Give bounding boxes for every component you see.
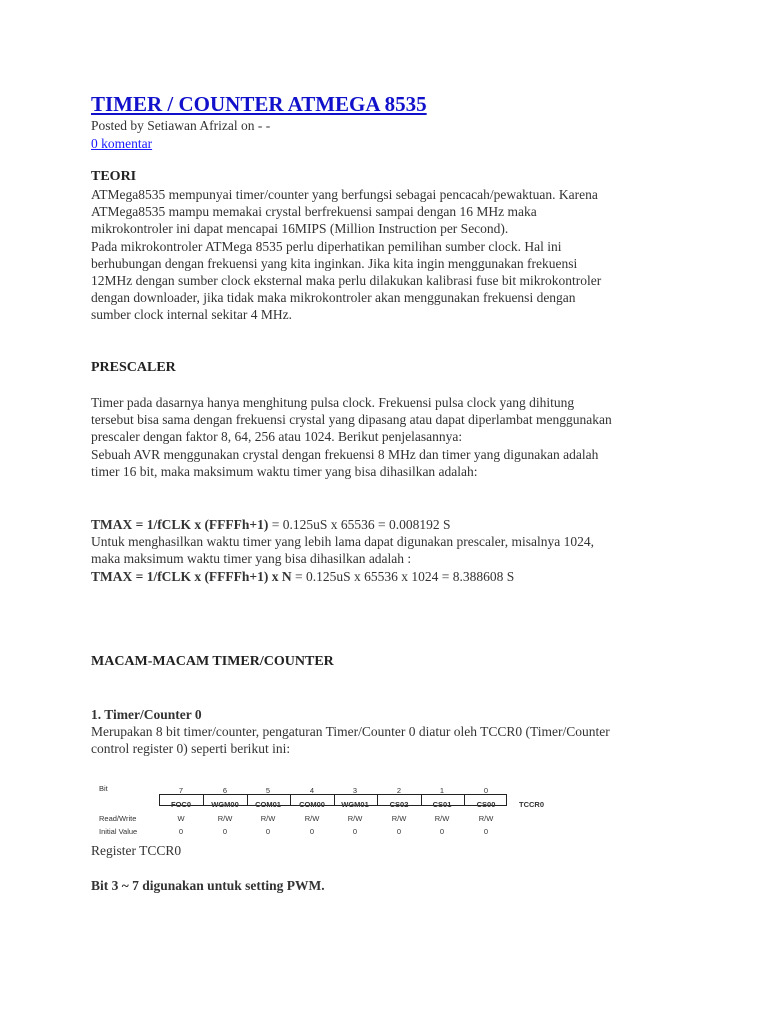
teori-line: sumber clock internal sekitar 4 MHz. <box>91 307 292 323</box>
rw-value: R/W <box>260 814 276 823</box>
bit-name: CS02 <box>389 800 409 809</box>
macam-section <box>91 653 691 671</box>
rw-value: R/W <box>391 814 407 823</box>
rw-value: R/W <box>347 814 363 823</box>
blog-post <box>91 91 691 893</box>
bit-number: 4 <box>309 786 315 795</box>
bit-number: 0 <box>483 786 489 795</box>
timer0-section <box>91 706 691 758</box>
teori-heading: TEORI <box>91 169 137 184</box>
teori-line: ATMega8535 mempunyai timer/counter yang berfungsi sebagai pencacah/pewaktuan. Karena <box>91 187 598 202</box>
post-byline: Posted by Setiawan Afrizal on - - <box>91 118 271 133</box>
prescaler-mid-line: maka maksimum waktu timer yang bisa dihasilkan adalah : <box>91 551 412 567</box>
formula-1-rest: = 0.125uS x 65536 = 0.008192 S <box>268 517 451 532</box>
init-value: 0 <box>439 827 445 836</box>
prescaler-line: prescaler dengan faktor 8, 64, 256 atau 1024. Berikut penjelasannya: <box>91 429 463 445</box>
bit-number: 3 <box>352 786 358 795</box>
bit-name: WGM01 <box>341 800 369 809</box>
macam-heading: MACAM-MACAM TIMER/COUNTER <box>91 654 334 669</box>
bit-name: COM00 <box>299 800 325 809</box>
bit-name: COM01 <box>255 800 281 809</box>
comments-link[interactable]: 0 komentar <box>91 136 153 151</box>
rw-value: W <box>177 814 185 823</box>
prescaler-body <box>91 394 691 480</box>
prescaler-mid-line: Untuk menghasilkan waktu timer yang lebih lama dapat digunakan prescaler, misalnya 1024, <box>91 534 594 550</box>
pwm-note-block <box>91 877 691 894</box>
bit-name: CS01 <box>432 800 452 809</box>
init-value: 0 <box>178 827 184 836</box>
register-caption-block <box>91 842 691 859</box>
teori-line: mikrokontroler ini dapat mencapai 16MIPS (Million Instruction per Second). <box>91 221 509 237</box>
timer0-line: control register 0) seperti berikut ini: <box>91 741 291 757</box>
rw-value: R/W <box>304 814 320 823</box>
prescaler-line: Sebuah AVR menggunakan crystal dengan frekuensi 8 MHz dan timer yang digunakan adalah <box>91 446 599 462</box>
formula-2-bold: TMAX = 1/fCLK x (FFFFh+1) x N <box>91 568 292 584</box>
formula-1 <box>91 516 691 533</box>
prescaler-line: Timer pada dasarnya hanya menghitung pulsa clock. Frekuensi pulsa clock yang dihitung <box>91 395 575 410</box>
bit-number: 1 <box>439 786 445 795</box>
register-caption: Register TCCR0 <box>91 843 182 858</box>
formula-block <box>91 516 691 585</box>
formula-1-bold: TMAX = 1/fCLK x (FFFFh+1) <box>91 517 269 532</box>
formula-2 <box>91 568 691 585</box>
teori-section <box>91 168 691 324</box>
timer0-line: Merupakan 8 bit timer/counter, pengaturan Timer/Counter 0 diatur oleh TCCR0 (Timer/Counter <box>91 724 610 740</box>
teori-line: berhubungan dengan frekuensi yang kita inginkan. Jika kita ingin menggunakan frekuensi <box>91 255 578 271</box>
formula-2-rest: = 0.125uS x 65536 x 1024 = 8.388608 S <box>291 568 515 584</box>
teori-line: 12MHz dengan sumber clock eksternal maka perlu dilakukan kalibrasi fuse bit mikrokontroler <box>91 273 602 289</box>
teori-line: Pada mikrokontroler ATMega 8535 perlu diperhatikan pemilihan sumber clock. Hal ini <box>91 238 562 254</box>
bit-number: 7 <box>178 786 184 795</box>
prescaler-line: tersebut bisa sama dengan frekuensi crystal yang dipasang atau dapat diperlambat menggunakan <box>91 412 612 428</box>
init-value: 0 <box>396 827 402 836</box>
rw-value: R/W <box>217 814 233 823</box>
bit-number: 6 <box>222 786 228 795</box>
bit-name: CS00 <box>476 800 496 809</box>
init-value: 0 <box>309 827 315 836</box>
register-name: TCCR0 <box>519 800 545 809</box>
teori-line: dengan downloader, jika tidak maka mikrokontroler akan menggunakan frekuensi dengan <box>91 290 576 306</box>
timer0-heading: 1. Timer/Counter 0 <box>91 707 202 722</box>
prescaler-heading: PRESCALER <box>91 360 176 375</box>
pwm-note: Bit 3 ~ 7 digunakan untuk setting PWM. <box>91 878 325 893</box>
init-value: 0 <box>352 827 358 836</box>
init-value: 0 <box>265 827 271 836</box>
init-value: 0 <box>483 827 489 836</box>
bit-name: FOC0 <box>170 800 191 809</box>
prescaler-section <box>91 359 691 377</box>
bit-name: WGM00 <box>211 800 239 809</box>
rw-value: R/W <box>434 814 450 823</box>
bit-row-label: Bit <box>99 784 108 793</box>
rw-value: R/W <box>478 814 494 823</box>
tccr0-register-diagram <box>91 780 561 836</box>
teori-line: ATMega8535 mampu memakai crystal berfrekuensi sampai dengan 16 MHz maka <box>91 204 537 220</box>
prescaler-line: timer 16 bit, maka maksimum waktu timer yang bisa dihasilkan adalah: <box>91 463 478 479</box>
rw-row-label: Read/Write <box>99 814 137 823</box>
bit-number: 2 <box>396 786 402 795</box>
bit-number: 5 <box>265 786 271 795</box>
post-title-link[interactable]: TIMER / COUNTER ATMEGA 8535 <box>91 92 427 116</box>
init-row-label: Initial Value <box>99 827 138 836</box>
init-value: 0 <box>222 827 228 836</box>
